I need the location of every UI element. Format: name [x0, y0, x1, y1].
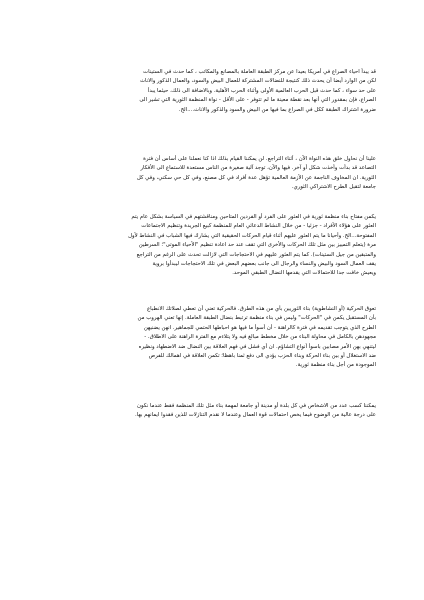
paragraph-line: ضد الاستغلال أو بين بناء الحركة وبناء الحزب يؤدي الى دفع ثمنا باهظا؛ تكمن العلاقة في اهمالك للفرص: [148, 353, 376, 360]
paragraph-line: على حد سواء ، كما حدث قبل الحرب العالمية الأولى وأثناء الحرب الأهلية. وبالاضافة الى ذلك، حيثما يبدأ: [147, 87, 376, 94]
paragraph-5: [46, 402, 376, 421]
paragraph-line: الصراع، فإن بمقدور التي أنها بعد نقطة معينة ما لم تتوفر - على الأقل - نواة المنظمة الثورية التي تشير الى: [139, 97, 376, 104]
paragraph-line: مرة (يتعلم التمييز بين مثل تلك الحركات والأخرى التي تقف عند حد اعادة تنظيم "الأحياء الموتى"؛ السرطين: [138, 242, 376, 249]
paragraph-line: ضرورة اشتراك الطبقة ككل في الصراع بما فيها من البيض والسود والذكور والاناث....الخ.: [178, 106, 376, 113]
paragraph-line: ويعيش خافت جدا للاحتمالات التي يقدمها النضال الطبقي الموحد.: [232, 270, 376, 277]
paragraph-line: الثورية. ان المخاوف الناجمة عن الأزمة العالمية تؤهل عدة أفراد في كل مصنع، وفي كل حي سكني، وفي كل: [136, 174, 376, 181]
paragraph-line: علينا أن نحاول خلق هذه النواة الآن ، أثناء التراجع. لن يمكننا القيام بذلك اذا كنا نعملنا على أساس أن فترة: [143, 156, 376, 162]
paragraph-4: [46, 305, 376, 371]
paragraph-2: [46, 155, 376, 193]
paragraph-line: لكن من الوارد أيضا أن يحدث ذلك كنتيجة للنضالات المشتركة للعمال البيض والسود، والعمال الذكور والاناث: [139, 78, 376, 85]
paragraph-line: والمتبقين من جيل الستينات). كما يتم العثور عليهم في الاحتجاجات التي لازالت تحدث على الرغم من التراجع: [136, 251, 376, 258]
paragraph-line: جامعة لتقبل الطرح الاشتراكي الثوري.: [291, 184, 376, 191]
paragraph-line: التصاعد قد بدأت وأخذت شكل أو آخر. فيها والآن، توجد آلية صغيرة من الناس مستعدة للاستماع الى الأفكار: [140, 165, 376, 172]
paragraph-line: ليتنهي بهن الأمر مصابين باسوأ أنواع التشاؤم. ان أي فشل في فهم العلاقة بين النضال ضد الاضطهاد ونظيره: [138, 343, 376, 350]
paragraph-line: المفتوحة...الخ. وأحيانا ما يتم العثور عليهم أثناء قيام الحركات الحقيقية التي يشارك فيها الشباب في النشاط لأول: [128, 232, 376, 239]
paragraph-line: يقف العمال السود والبيض والنساء والرجال الى جانب بعضهم البعض في تلك الاحتجاجات ليبدأوا بروية: [152, 261, 376, 268]
paragraph-line: العثور على هؤلاء الأفراد - جزئيا - من خلال النشاط الدعائي العام للمنظمة كبيع الجريدة وتنظيم الاجتماعات: [141, 223, 376, 230]
paragraph-line: مجهودهن بالكامل في محاولة البناء من خلال مخطط مبالغ فيه ولا يتلاءم مع الفترة الراهنة على الاطلاق. -: [144, 334, 376, 341]
paragraph-line: على درجة عالية من الوضوح فيما يخص احتمالات قوة العمال وعندما لا نقدم التنازلات للذين فقدوا ايمانهم بها.: [135, 412, 376, 419]
paragraph-line: تعوق الحركية (أو النشاطوية) بناء الثوريين بأي من هذه الطرق. فالحركية تعني أن تعطي لصلاتك الانطباع: [146, 306, 376, 312]
paragraph-line: يكمن مفتاح بناء منظمة ثورية في العثور على الفرد أو الفردين المتاحين ومناقشتهم في السياسة بشكل عام يتم: [131, 214, 376, 220]
paragraph-line: قد يبدأ احياء الصراع في أمريكا بعيدا عن مركز الطبقة العاملة بالمصانع والمكاتب ، كما حدث في الستينات: [143, 69, 376, 75]
paragraph-3: [46, 213, 376, 279]
paragraph-line: بأن المستقبل يكمن في "الحركات" وليس في بناء منظمة ترتبط بنضال الطبقة العاملة. إنها تعني الهروب من: [137, 315, 376, 322]
paragraph-line: يمكننا كسب عدد من الاشخاص في كل بلدة أو مدينة أو جامعة لمهمة بناء مثل تلك المنظمة فقط عندما نكون: [137, 403, 376, 409]
paragraph-1: [46, 68, 376, 115]
paragraph-line: الموجودة من أجل بناء منظمة ثورية.: [295, 362, 376, 369]
paragraph-line: الطرح الذي يتوجب تقديمه في فترة كالراهنة - أن أسوأ ما فيها هو احباطها الحتمي للجماهير. انهن يضنيهن: [143, 324, 376, 331]
